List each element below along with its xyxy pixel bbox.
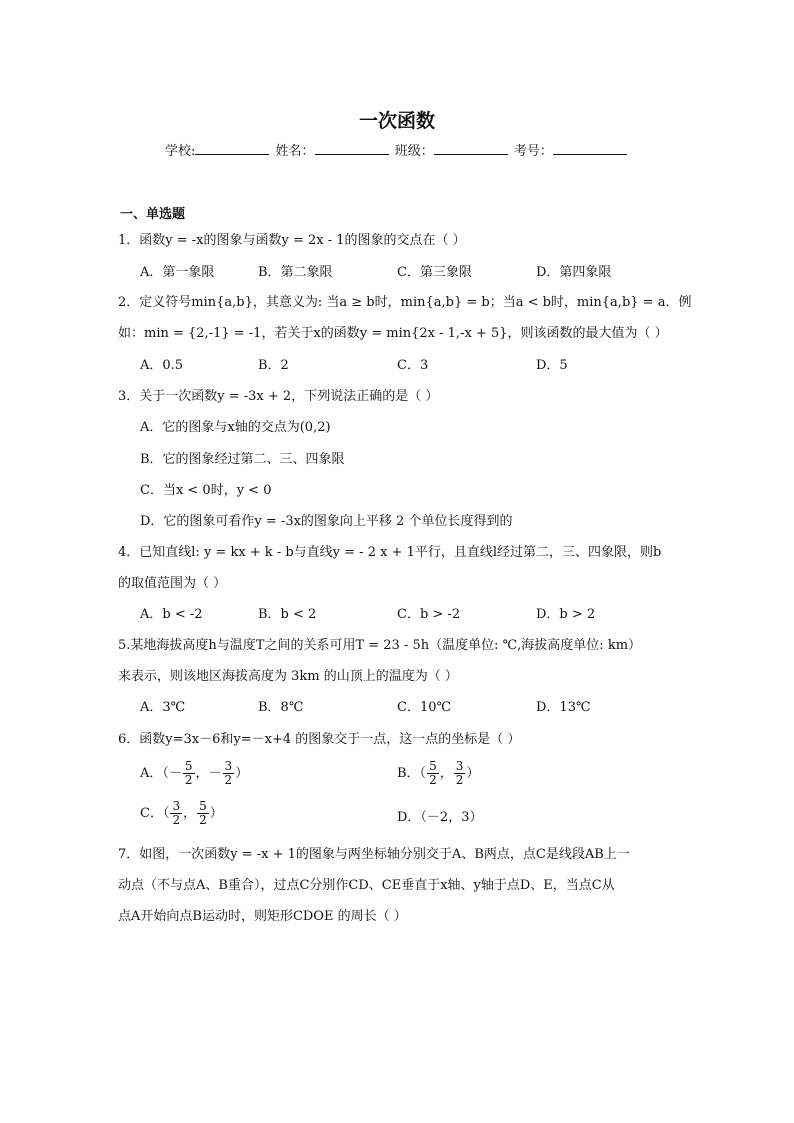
fraction bbox=[183, 760, 195, 787]
denominator: 2 bbox=[184, 773, 193, 787]
name-label: 姓名： bbox=[275, 144, 315, 159]
question-7-stem-line-3: 点A开始向点B运动时，则矩形CDOE 的周长（ ） bbox=[118, 909, 407, 924]
question-3-option-d: D．它的图象可看作y = -3x的图象向上平移 2 个单位长度得到的 bbox=[140, 514, 513, 529]
option-text: B．（ bbox=[397, 766, 427, 781]
section-heading: 一、单选题 bbox=[120, 207, 186, 222]
option-text: ） bbox=[209, 806, 223, 821]
question-3-option-a: A．它的图象与x轴的交点为(0,2) bbox=[140, 420, 331, 435]
option-text: ） bbox=[235, 766, 249, 781]
numerator: 3 bbox=[224, 759, 233, 773]
question-2-option-d: D．5 bbox=[536, 358, 568, 373]
question-4-option-c: C．b > -2 bbox=[397, 607, 461, 622]
question-6-option-a bbox=[140, 760, 248, 787]
denominator: 2 bbox=[199, 813, 207, 827]
numerator: 5 bbox=[184, 759, 193, 773]
question-2-stem-line-2: 如：min = {2,-1} = -1，若关于x的函数y = min{2x - 1,-x + 5}，则该函数的最大值为（ ） bbox=[118, 326, 668, 341]
question-1-option-a: A．第一象限 bbox=[140, 265, 215, 280]
question-2-option-c: C．3 bbox=[397, 358, 429, 373]
school-label: 学校: bbox=[165, 144, 196, 159]
question-7-stem-line-2: 动点（不与点A、B重合），过点C分别作CD、CE垂直于x轴、y轴于点D、E，当点C从 bbox=[118, 878, 615, 893]
question-3-option-b: B．它的图象经过第二、三、四象限 bbox=[140, 452, 345, 467]
question-3-stem: 3．关于一次函数y = -3x + 2，下列说法正确的是（ ） bbox=[118, 389, 439, 404]
student-info-line bbox=[165, 140, 629, 159]
question-1-stem: 1．函数y = -x的图象与函数y = 2x - 1的图象的交点在（ ） bbox=[118, 233, 466, 248]
denominator: 2 bbox=[429, 773, 437, 787]
question-1-option-b: B．第二象限 bbox=[258, 265, 333, 280]
question-6-stem: 6．函数y=3x－6和y=－x+4 的图象交于一点，这一点的坐标是（ ） bbox=[118, 732, 521, 747]
option-text: ， bbox=[439, 766, 453, 781]
question-4-option-a: A．b < -2 bbox=[140, 607, 203, 622]
class-label: 班级： bbox=[394, 144, 434, 159]
exam-number-blank bbox=[553, 142, 627, 155]
question-2-stem-line-1: 2．定义符号min{a,b}，其意义为: 当a ≥ b时，min{a,b} = b；当a < b时，min{a,b} = a．例 bbox=[118, 295, 692, 310]
question-5-stem-line-1: 5.某地海拔高度h与温度T之间的关系可用T = 23 - 5h（温度单位: ℃,海拔高度单位: km） bbox=[118, 638, 642, 653]
option-text: ， bbox=[183, 806, 197, 821]
denominator: 2 bbox=[172, 813, 181, 827]
school-blank bbox=[195, 142, 269, 155]
numerator: 5 bbox=[429, 759, 437, 773]
question-1-option-c: C．第三象限 bbox=[397, 265, 472, 280]
question-6-option-b bbox=[397, 760, 479, 787]
fraction bbox=[197, 800, 209, 827]
fraction bbox=[427, 760, 439, 787]
page-title: 一次函数 bbox=[358, 110, 435, 132]
question-5-option-b: B．8℃ bbox=[258, 700, 304, 715]
denominator: 2 bbox=[455, 773, 464, 787]
name-blank bbox=[315, 142, 389, 155]
question-2-option-a: A．0.5 bbox=[140, 358, 184, 373]
question-7-stem-line-1: 7．如图，一次函数y = -x + 1的图象与两坐标轴分别交于A、B两点，点C是线段AB上一 bbox=[118, 847, 630, 862]
class-blank bbox=[434, 142, 508, 155]
denominator: 2 bbox=[224, 773, 233, 787]
question-3-option-c: C．当x < 0时，y < 0 bbox=[140, 483, 272, 498]
fraction bbox=[454, 760, 466, 787]
question-5-option-c: C．10℃ bbox=[397, 700, 452, 715]
question-1-option-d: D．第四象限 bbox=[536, 265, 612, 280]
numerator: 3 bbox=[172, 799, 181, 813]
numerator: 3 bbox=[455, 759, 464, 773]
question-5-option-a: A．3℃ bbox=[140, 700, 186, 715]
question-6-option-c bbox=[140, 800, 223, 827]
fraction bbox=[223, 760, 235, 787]
question-2-option-b: B．2 bbox=[258, 358, 289, 373]
option-text: C．（ bbox=[140, 806, 170, 821]
question-4-stem-line-1: 4．已知直线l: y = kx + k - b与直线y = - 2 x + 1平行，且直线l经过第二，三、四象限，则b bbox=[118, 545, 662, 560]
numerator: 5 bbox=[199, 799, 207, 813]
question-4-option-d: D．b > 2 bbox=[536, 607, 596, 622]
question-5-option-d: D．13℃ bbox=[536, 700, 591, 715]
question-4-option-b: B．b < 2 bbox=[258, 607, 317, 622]
question-4-stem-line-2: 的取值范围为（ ） bbox=[118, 576, 227, 591]
fraction bbox=[170, 800, 182, 827]
option-text: ，－ bbox=[195, 766, 222, 781]
option-text: A．（－ bbox=[140, 766, 182, 781]
option-text: ） bbox=[466, 766, 480, 781]
question-6-option-d: D．（－2，3） bbox=[397, 810, 483, 825]
question-5-stem-line-2: 来表示，则该地区海拔高度为 3km 的山顶上的温度为（ ） bbox=[118, 669, 458, 684]
exam-number-label: 考号： bbox=[513, 144, 553, 159]
